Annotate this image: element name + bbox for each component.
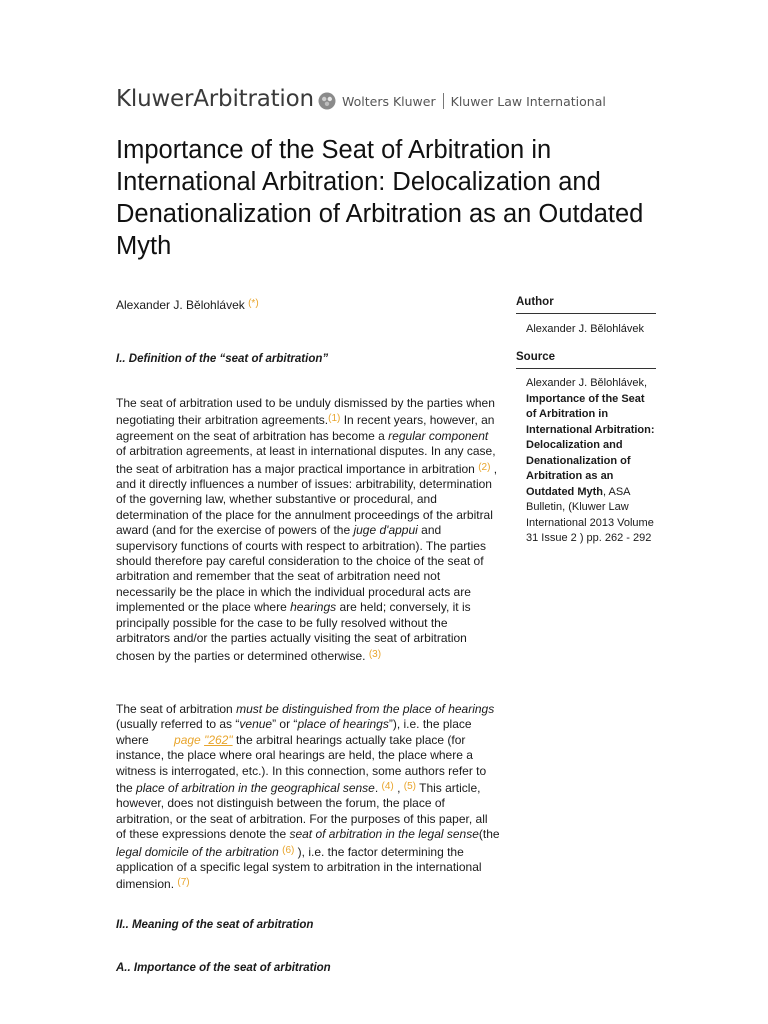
byline-author[interactable]: Alexander J. Bělohlávek	[116, 298, 245, 312]
wolters-kluwer-icon	[318, 92, 336, 110]
text-run: the arbitral hearings actually take place (for instance, the place where oral hearings are held, the place where a witness is interrogated, etc.). In this connection, some authors refer to the	[116, 732, 487, 796]
page-marker[interactable]	[174, 733, 233, 747]
text-run: and supervisory functions of courts with respect to arbitration). The parties should therefore pay careful consideration to the choice of the seat of arbitration and remember that the seat of arbitration need not necessarily be the place in which the individual procedural acts are implemented or the place where	[116, 523, 486, 615]
text-run: must be distinguished from the place of hearings	[236, 702, 495, 716]
text-run: (the	[478, 827, 500, 842]
site-header	[116, 86, 716, 116]
section-2-heading: II.. Meaning of the seat of arbitration	[116, 919, 314, 931]
text-run: place of arbitration in the geographical sense	[136, 781, 375, 796]
source-author: Alexander J. Bělohlávek,	[526, 377, 648, 389]
text-run: This article, however, does not distinguish between the forum, the place of arbitration, or the seat of arbitration. For the purposes of this paper, all of these expressions denote the	[116, 781, 488, 842]
text-run: ,	[393, 781, 404, 796]
paragraph-1	[116, 396, 500, 664]
footnote-link[interactable]: (4)	[381, 781, 394, 793]
publisher-divider	[443, 93, 444, 109]
sidebar-source-citation	[526, 376, 658, 547]
footnote-link[interactable]: (3)	[368, 648, 382, 660]
footnote-link[interactable]: (5)	[403, 781, 416, 793]
footnote-link[interactable]: (1)	[328, 413, 341, 425]
text-run: place of hearings	[297, 717, 389, 732]
imprint-name: Kluwer Law International	[450, 93, 606, 109]
source-title[interactable]: Importance of the Seat of Arbitration in International Arbitration: Delocalization and Denationalization of Arbitration as an Outdated Myth	[526, 392, 655, 498]
text-run: are held; conversely, it is principally possible for the case to be fully resolved without the arbitrators and/or the parties actually visiting the seat of arbitration chosen by the parties or determined otherwise.	[116, 600, 471, 663]
text-run: regular component	[388, 428, 489, 443]
article-title: Importance of the Seat of Arbitration in International Arbitration: Delocalization and Denationalization of Arbitration as an Outdated Myth	[116, 136, 644, 260]
sidebar-divider	[516, 313, 656, 314]
byline	[116, 296, 500, 314]
text-run: , and it directly influences a number of issues: arbitrability, determination of the governing law, whether substantive or procedural, and determination of the place for the annulment proceedings of the arbitral award (and for the exercise of powers of the	[116, 461, 498, 538]
footnote-link[interactable]: (2)	[478, 461, 491, 473]
publisher-logo[interactable]	[318, 92, 606, 110]
text-run: legal domicile of the arbitration	[116, 844, 279, 859]
sidebar-author-heading: Author	[516, 296, 554, 308]
sidebar-author-name[interactable]: Alexander J. Bělohlávek	[526, 323, 645, 335]
sidebar-divider	[516, 368, 656, 369]
sidebar-source-heading: Source	[516, 351, 555, 363]
text-run: hearings	[290, 600, 337, 615]
text-run: .	[374, 781, 382, 796]
text-run: ”), i.e. the place where	[116, 717, 472, 747]
text-run: ” or “	[272, 717, 298, 732]
page-label: page	[174, 732, 205, 747]
section-1-heading: I.. Definition of the “seat of arbitration”	[116, 353, 329, 365]
source-details: , ASA Bulletin, (Kluwer Law International 2013 Volume 31 Issue 2 ) pp. 262 - 292	[526, 485, 654, 544]
kluwer-arbitration-logo[interactable]: KluwerArbitration	[116, 86, 314, 112]
publisher-name: Wolters Kluwer	[342, 93, 436, 109]
footnote-link[interactable]: (7)	[177, 877, 190, 889]
text-run: ), i.e. the factor determining the application of a specific legal system to arbitration in the international dimension.	[116, 844, 482, 892]
paragraph-2	[116, 702, 500, 893]
section-a-heading: A.. Importance of the seat of arbitration	[116, 962, 331, 974]
text-run: of arbitration agreements, at least in international disputes. In any case, the seat of arbitration has a major practical importance in arbitration	[116, 444, 496, 476]
footnote-link[interactable]: (6)	[282, 844, 295, 856]
text-run: In recent years, however, an agreement on the seat of arbitration has become a	[116, 413, 495, 443]
page-number: "262"	[204, 732, 233, 747]
text-run: (usually referred to as “	[116, 717, 240, 732]
text-run: juge d'appui	[353, 523, 418, 538]
text-run: seat of arbitration in the legal sense	[289, 827, 479, 842]
text-run: The seat of arbitration	[116, 702, 237, 716]
text-run: venue	[239, 717, 273, 732]
author-footnote-link[interactable]: (*)	[248, 298, 259, 309]
text-run: The seat of arbitration used to be unduly dismissed by the parties when negotiating their arbitration agreements.	[116, 396, 495, 428]
